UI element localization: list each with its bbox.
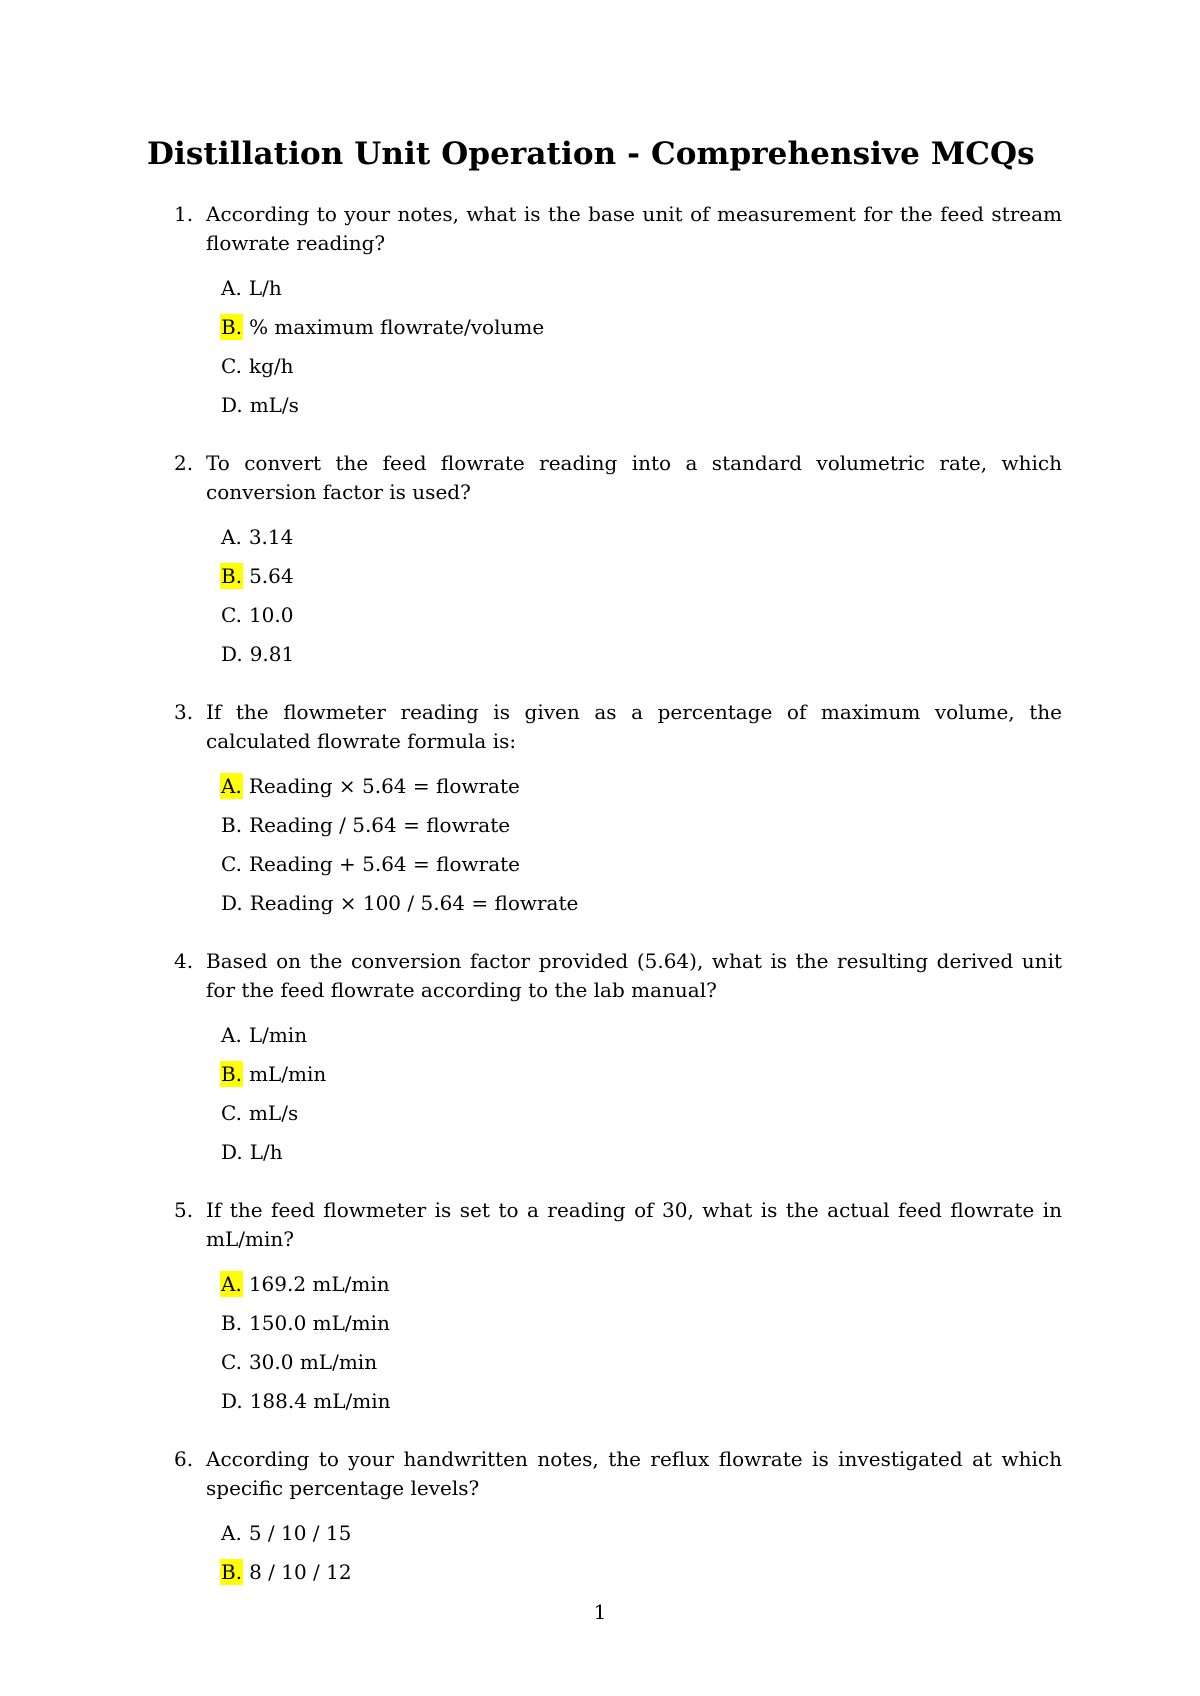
answer-letter: D. xyxy=(221,393,243,417)
answer-text: mL/s xyxy=(249,393,299,417)
page-title: Distillation Unit Operation - Comprehensive MCQs xyxy=(147,136,1035,172)
answer-option xyxy=(220,1520,1062,1559)
question-item xyxy=(174,698,1062,929)
question-item xyxy=(174,200,1062,431)
answer-text: 30.0 mL/min xyxy=(248,1350,378,1374)
answer-letter: C. xyxy=(221,603,242,627)
question-text: According to your handwritten notes, the reflux flowrate is investigated at which specific percentage levels? xyxy=(206,1447,1062,1500)
answer-option xyxy=(220,314,1062,353)
answer-text: Reading × 100 / 5.64 = flowrate xyxy=(249,891,579,915)
answer-letter-highlighted: A. xyxy=(221,1272,242,1296)
answer-option xyxy=(220,1061,1062,1100)
answer-text: mL/min xyxy=(249,1062,327,1086)
answer-letter: B. xyxy=(221,813,243,837)
answer-option xyxy=(220,1139,1062,1178)
question-item xyxy=(174,1196,1062,1427)
answer-option xyxy=(220,353,1062,392)
page-number: 1 xyxy=(593,1600,607,1624)
answer-option xyxy=(220,1388,1062,1427)
answer-letter: C. xyxy=(221,354,242,378)
question-text: According to your notes, what is the base unit of measurement for the feed stream flowrate reading? xyxy=(206,202,1062,255)
answer-letter: B. xyxy=(221,1311,243,1335)
question-text: If the flowmeter reading is given as a percentage of maximum volume, the calculated flowrate formula is: xyxy=(206,700,1062,753)
question-number: 2. xyxy=(174,451,194,475)
answer-option xyxy=(220,641,1062,680)
answer-letter-highlighted: A. xyxy=(221,774,242,798)
answer-option xyxy=(220,1100,1062,1139)
answer-option xyxy=(220,1310,1062,1349)
answer-text: 150.0 mL/min xyxy=(249,1311,390,1335)
answer-letter: D. xyxy=(221,1389,243,1413)
answer-letter: D. xyxy=(221,891,243,915)
answer-options xyxy=(220,1520,1062,1598)
answer-letter-highlighted: B. xyxy=(221,1062,243,1086)
answer-letter: C. xyxy=(221,1101,242,1125)
answer-text: 5.64 xyxy=(249,564,294,588)
answer-letter: C. xyxy=(221,852,242,876)
answer-text: mL/s xyxy=(248,1101,299,1125)
answer-text: Reading × 5.64 = flowrate xyxy=(248,774,520,798)
answer-options xyxy=(220,1022,1062,1178)
answer-option xyxy=(220,851,1062,890)
question-text: Based on the conversion factor provided (5.64), what is the resulting derived unit for the feed flowrate according to the lab manual? xyxy=(206,949,1062,1002)
answer-letter-highlighted: B. xyxy=(221,315,243,339)
answer-text: 3.14 xyxy=(248,525,294,549)
answer-option xyxy=(220,812,1062,851)
answer-option xyxy=(220,392,1062,431)
answer-option xyxy=(220,1349,1062,1388)
answer-letter: C. xyxy=(221,1350,242,1374)
answer-option xyxy=(220,1559,1062,1598)
question-item xyxy=(174,1445,1062,1598)
answer-letter: D. xyxy=(221,642,243,666)
question-number: 4. xyxy=(174,949,194,973)
answer-letter: D. xyxy=(221,1140,243,1164)
answer-option xyxy=(220,602,1062,641)
answer-letter: A. xyxy=(221,276,242,300)
answer-text: L/h xyxy=(248,276,282,300)
answer-letter-highlighted: B. xyxy=(221,564,243,588)
answer-text: Reading / 5.64 = flowrate xyxy=(249,813,511,837)
question-number: 5. xyxy=(174,1198,194,1222)
answer-text: 8 / 10 / 12 xyxy=(249,1560,352,1584)
answer-letter: A. xyxy=(221,525,242,549)
answer-options xyxy=(220,524,1062,680)
answer-letter-highlighted: B. xyxy=(221,1560,243,1584)
answer-options xyxy=(220,275,1062,431)
answer-option xyxy=(220,1022,1062,1061)
answer-letter: A. xyxy=(221,1023,242,1047)
answer-options xyxy=(220,1271,1062,1427)
answer-text: 10.0 xyxy=(248,603,294,627)
answer-options xyxy=(220,773,1062,929)
answer-text: Reading + 5.64 = flowrate xyxy=(248,852,520,876)
question-text: To convert the feed flowrate reading into a standard volumetric rate, which conversion factor is used? xyxy=(206,451,1062,504)
answer-option xyxy=(220,524,1062,563)
question-list xyxy=(174,200,1062,1616)
question-item xyxy=(174,449,1062,680)
answer-option xyxy=(220,275,1062,314)
answer-text: 188.4 mL/min xyxy=(249,1389,391,1413)
answer-text: 9.81 xyxy=(249,642,295,666)
question-item xyxy=(174,947,1062,1178)
answer-text: % maximum flowrate/volume xyxy=(249,315,545,339)
answer-text: kg/h xyxy=(248,354,294,378)
question-number: 1. xyxy=(174,202,194,226)
answer-text: 5 / 10 / 15 xyxy=(248,1521,352,1545)
answer-option xyxy=(220,890,1062,929)
question-text: If the feed flowmeter is set to a reading of 30, what is the actual feed flowrate in mL/min? xyxy=(206,1198,1062,1251)
answer-option xyxy=(220,1271,1062,1310)
answer-text: 169.2 mL/min xyxy=(248,1272,390,1296)
answer-option xyxy=(220,773,1062,812)
answer-text: L/min xyxy=(248,1023,308,1047)
question-number: 6. xyxy=(174,1447,194,1471)
answer-letter: A. xyxy=(221,1521,242,1545)
question-number: 3. xyxy=(174,700,194,724)
answer-text: L/h xyxy=(249,1140,283,1164)
answer-option xyxy=(220,563,1062,602)
